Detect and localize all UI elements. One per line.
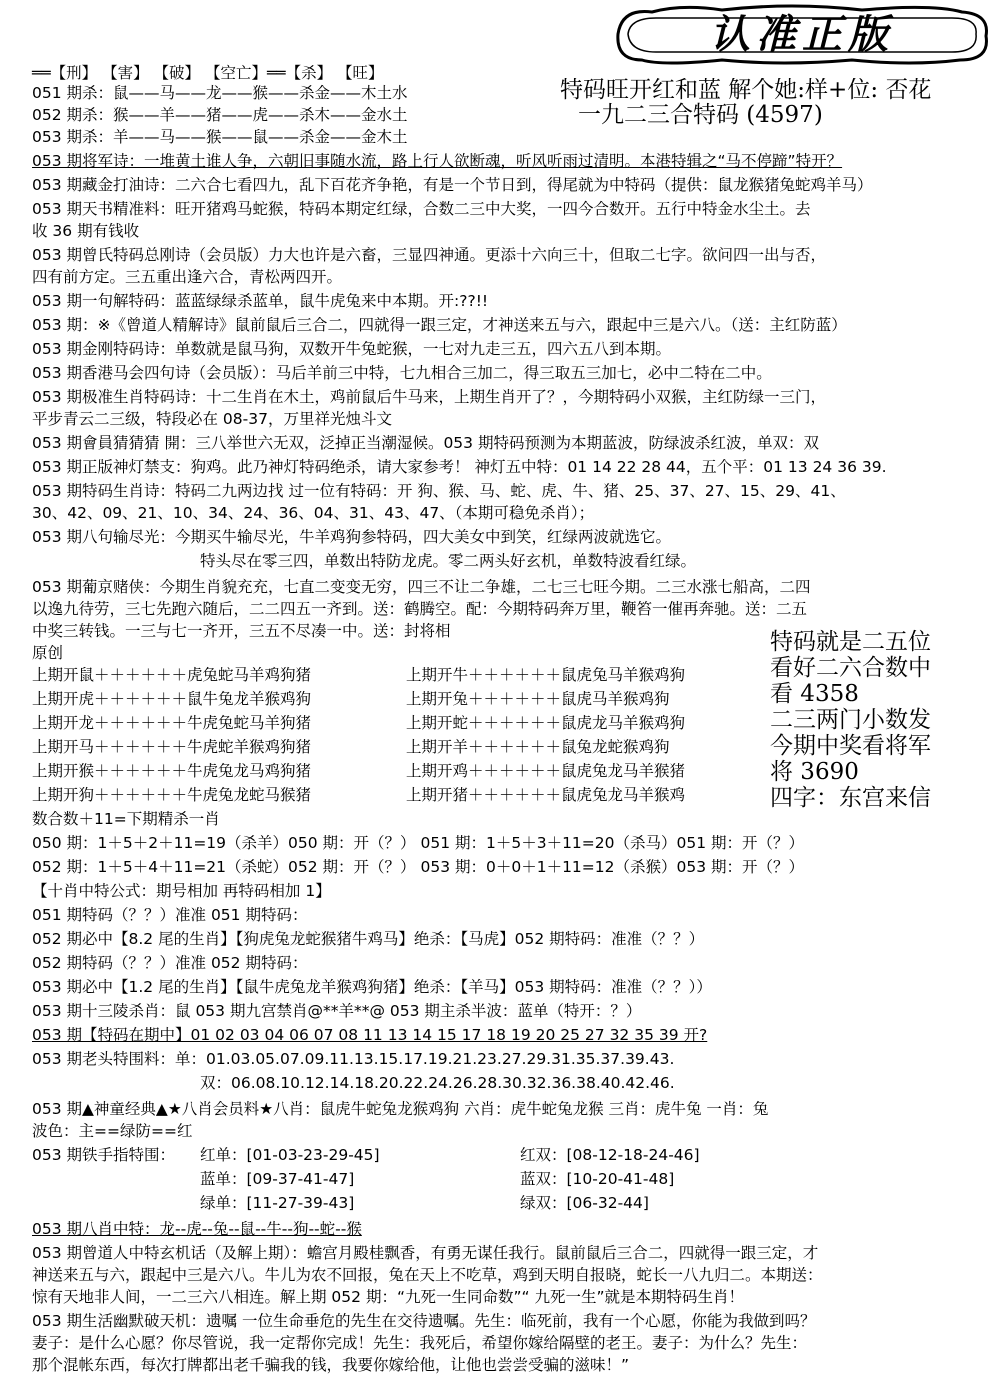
child-classic: 053 期▲神童经典▲★八肖会员料★八肖：鼠虎牛蛇兔龙猴鸡狗 六肖：虎牛蛇兔龙猴 三肖：虎牛兔 一肖：兔 xyxy=(32,1100,769,1118)
eight-zodiac: 053 期八肖中特：龙--虎--兔--鼠--牛--狗--蛇--猴 xyxy=(32,1220,362,1238)
zodiac-left-row: 上期开猴＋＋＋＋＋＋牛虎兔龙马鸡狗猪 xyxy=(32,762,312,780)
right-box-line: 四字：东宫来信 xyxy=(770,785,931,811)
zeng-poem: 053 期曾氏特码总刚诗（会员版）力大也许是六畜，三显四神通。更添十六向三十，但取二七字。欲问四一出与否， xyxy=(32,246,827,264)
vajra-poem: 053 期金刚特码诗：单数就是鼠马狗，双数开牛兔蛇猴，一七对九走三五，四六五八到本期。 xyxy=(32,340,672,358)
zodiac-left-row: 上期开马＋＋＋＋＋＋牛虎蛇羊猴鸡狗猪 xyxy=(32,738,312,756)
zodiac-right-row: 上期开牛＋＋＋＋＋＋鼠虎兔马羊猴鸡狗 xyxy=(406,666,686,684)
iron-red-single: 红单：[01-03-23-29-45] xyxy=(200,1146,380,1164)
eight-sentence: 053 期八句输尽光：今期买牛输尽光，牛羊鸡狗参特码，四大美女中到笑，红绿两波就选它。 xyxy=(32,528,672,546)
kill-line-052: 052 期杀：猴——羊——猪——虎——杀木——金水土 xyxy=(32,106,408,124)
hk-jockey-poem: 053 期香港马会四句诗（会员版）：马后羊前三中特，七九相合三加二，得三取五三加七，必中二特在二中。 xyxy=(32,364,772,382)
right-box-line: 看 4358 xyxy=(770,681,859,707)
right-top-line-1: 特码旺开红和蓝 解个她:样+位: 否花 xyxy=(560,78,932,103)
zodiac-poem: 053 期极准生肖特码诗：十二生肖在木土，鸡前鼠后牛马来，上期生肖开了？，今期特码小双猴，主红防绿一三门， xyxy=(32,388,827,406)
thirteen-tombs: 053 期十三陵杀肖：鼠 053 期九宫禁肖@**羊**@ 053 期主杀半波：蓝单（特开：？） xyxy=(32,1002,642,1020)
formula-row: 052 期特码（？？）准准 052 期特码： xyxy=(32,954,308,972)
oil-poem: 053 期藏金打油诗：二六合七看四九，乱下百花齐争艳，有是一个节日到，得尾就为中特码（提供：鼠龙猴猪兔蛇鸡羊马） xyxy=(32,176,873,194)
zodiac-left-row: 上期开鼠＋＋＋＋＋＋虎兔蛇马羊鸡狗猪 xyxy=(32,666,312,684)
right-box-line: 看好二六合数中 xyxy=(770,655,931,681)
general-poem: 053 期将军诗：一堆黄土谁人争，六朝旧事随水流，路上行人欲断魂，听风听雨过清明。本港特辑之“马不停蹄”特开？ xyxy=(32,152,843,170)
iron-red-double: 红双：[08-12-18-24-46] xyxy=(520,1146,700,1164)
formula-row: 052 期：1＋5＋4＋11=21（杀蛇）052 期：开（？） 053 期：0＋0＋1＋11=12（杀猴）053 期：开（？） xyxy=(32,858,805,876)
zodiac-right-row: 上期开鸡＋＋＋＋＋＋鼠虎兔龙马羊猴猪 xyxy=(406,762,686,780)
zodiac-right-row: 上期开兔＋＋＋＋＋＋鼠虎马羊猴鸡狗 xyxy=(406,690,670,708)
heaven-book: 053 期天书精准料：旺开猪鸡马蛇猴，特码本期定红绿，合数二三中大奖，一四今合数开。五行中特金水尘土。去 xyxy=(32,200,811,218)
iron-green-double: 绿双：[06-32-44] xyxy=(520,1194,649,1212)
zodiac-left-row: 上期开龙＋＋＋＋＋＋牛虎兔蛇马羊狗猪 xyxy=(32,714,312,732)
kill-line-053: 053 期杀：羊——马——猴——鼠——杀金——金木土 xyxy=(32,128,408,146)
humor-line: 053 期生活幽默破天机：遗嘱 一位生命垂危的先生在交待遗嘱。先生：临死前，我有一个心愿，你能为我做到吗？ xyxy=(32,1312,816,1330)
right-top-line-2: 一九二三合特码 (4597) xyxy=(578,102,823,128)
macau-gambler-cont-2: 中奖三转钱。一三与七一齐开，三五不尽凑一中。送：封将相 xyxy=(32,622,451,640)
header-row: ══【刑】 【害】 【破】 【空亡】══【杀】 【旺】 xyxy=(32,64,384,82)
logo-text: 认准正版 xyxy=(710,11,894,58)
wave-color: 波色：主==绿防==红 xyxy=(32,1122,193,1140)
ten-zodiac-formula: 【十肖中特公式：期号相加 再特码相加 1】 xyxy=(32,882,331,900)
special-zodiac-numbers: 30、42、09、21、10、34、24、36、04、31、43、47、（本期可稳免杀肖）； xyxy=(32,504,595,522)
zeng-mystery: 053 期曾道人中特玄机话（及解上期）：蟾宫月殿桂飘香，有勇无谋任我行。鼠前鼠后三合二，四就得一跟三定，才 xyxy=(32,1244,819,1262)
humor-line-cont-2: 那个混帐东西，每次打牌都出老千骗我的钱，我要你嫁给他，让他也尝尝受骗的滋味！” xyxy=(32,1356,630,1374)
zeng-poem-cont: 四有前方定。三五重出逢六合，青松两四开。 xyxy=(32,268,343,286)
zodiac-right-row: 上期开猪＋＋＋＋＋＋鼠虎兔龙马羊猴鸡 xyxy=(406,786,686,804)
logo xyxy=(612,4,992,66)
kill-line-051: 051 期杀：鼠——马——龙——猴——杀金——木土水 xyxy=(32,84,408,102)
zodiac-right-row: 上期开羊＋＋＋＋＋＋鼠兔龙蛇猴鸡狗 xyxy=(406,738,670,756)
zodiac-right-row: 上期开蛇＋＋＋＋＋＋鼠虎龙马羊猴鸡狗 xyxy=(406,714,686,732)
formula-row: 051 期特码（？？）准准 051 期特码： xyxy=(32,906,308,924)
iron-blue-double: 蓝双：[10-20-41-48] xyxy=(520,1170,675,1188)
old-man-single: 053 期老头特围料：单：01.03.05.07.09.11.13.15.17.19.21.23.27.29.31.35.37.39.43. xyxy=(32,1050,675,1068)
zodiac-left-row: 上期开狗＋＋＋＋＋＋牛虎兔龙蛇马猴猪 xyxy=(32,786,312,804)
right-box-line: 今期中奖看将军 xyxy=(770,733,931,759)
zodiac-left-row: 上期开虎＋＋＋＋＋＋鼠牛兔龙羊猴鸡狗 xyxy=(32,690,312,708)
zeng-mystery-cont-1: 神送来五与六，跟起中三是六八。牛儿为农不回报，兔在天上不吃草，鸡到天明自报晓，蛇长一八九归二。本期送： xyxy=(32,1266,823,1284)
heaven-book-cont: 收 36 期有钱收 xyxy=(32,222,140,240)
formula-row: 050 期：1＋5＋2＋11=19（杀羊）050 期：开（？） 051 期：1＋5＋3＋11=20（杀马）051 期：开（？） xyxy=(32,834,805,852)
right-box-line: 特码就是二五位 xyxy=(770,629,931,655)
right-box-line: 二三两门小数发 xyxy=(770,707,931,733)
special-zodiac-poem: 053 期特码生肖诗：特码二九两边找 过一位有特码：开 狗、猴、马、蛇、虎、牛、猪、25、37、27、15、29、41、 xyxy=(32,482,846,500)
zeng-explain: 053 期：※《曾道人精解诗》鼠前鼠后三合二，四就得一跟三定，才神送来五与六，跟起中三是六八。（送：主红防蓝） xyxy=(32,316,847,334)
original-label: 原创 xyxy=(32,644,64,662)
formula-title: 数合数＋11=下期精杀一肖 xyxy=(32,810,220,828)
member-guess: 053 期會員猜猜猜 開：三八举世六无双，泛掉正当潮湿候。053 期特码预测为本期蓝波，防绿波杀红波，单双：双 xyxy=(32,434,819,452)
iron-finger-title: 053 期铁手指特围： xyxy=(32,1146,176,1164)
zeng-mystery-cont-2: 惊有天地非人间，一二三六八相连。解上期 052 期：“九死一生同命数”“ 九死一生”就是本期特码生肖！ xyxy=(32,1288,744,1306)
zodiac-poem-cont: 平步青云二三级，特段必在 08-37，万里祥光烛斗文 xyxy=(32,410,392,428)
iron-green-single: 绿单：[11-27-39-43] xyxy=(200,1194,355,1212)
special-in-period: 053 期【特码在期中】01 02 03 04 06 07 08 11 13 14 15 17 18 19 20 25 27 32 35 39 开? xyxy=(32,1026,708,1044)
formula-row: 053 期必中【1.2 尾的生肖】【鼠牛虎兔龙羊猴鸡狗猪】绝杀：【羊马】053 期特码：准准（？？）） xyxy=(32,978,712,996)
macau-gambler: 053 期葡京赌侠：今期生肖貌充充，七直二变变无穷，四三不让二争雄，二七三七旺今期。二三水涨七船高，二四 xyxy=(32,578,811,596)
eight-sentence-cont: 特头尽在零三四，单数出特防龙虎。零二两头好玄机，单数特波看红绿。 xyxy=(200,552,697,570)
right-box-line: 将 3690 xyxy=(770,759,859,785)
formula-row: 052 期必中【8.2 尾的生肖】【狗虎兔龙蛇猴猪牛鸡马】绝杀：【马虎】052 期特码：准准（？？） xyxy=(32,930,705,948)
macau-gambler-cont-1: 以逸九待劳，三七先跑六随后，二二四五一齐到。送：鹤腾空。配：今期特码奔万里，鞭笞一催再奔驰。送：二五 xyxy=(32,600,808,618)
one-line-solve: 053 期一句解特码：蓝蓝绿绿杀蓝单，鼠牛虎兔来中本期。开:??!! xyxy=(32,292,489,310)
humor-line-cont-1: 妻子：是什么心愿？你尽管说，我一定帮你完成！先生：我死后，希望你嫁给隔壁的老王。妻子：为什么？先生： xyxy=(32,1334,808,1352)
iron-blue-single: 蓝单：[09-37-41-47] xyxy=(200,1170,355,1188)
lamp-ban: 053 期正版神灯禁支：狗鸡。此乃神灯特码绝杀，请大家参考！ 神灯五中特：01 14 22 28 44，五个平：01 13 24 36 39. xyxy=(32,458,887,476)
old-man-double: 双：06.08.10.12.14.18.20.22.24.26.28.30.32.36.38.40.42.46. xyxy=(200,1074,675,1092)
